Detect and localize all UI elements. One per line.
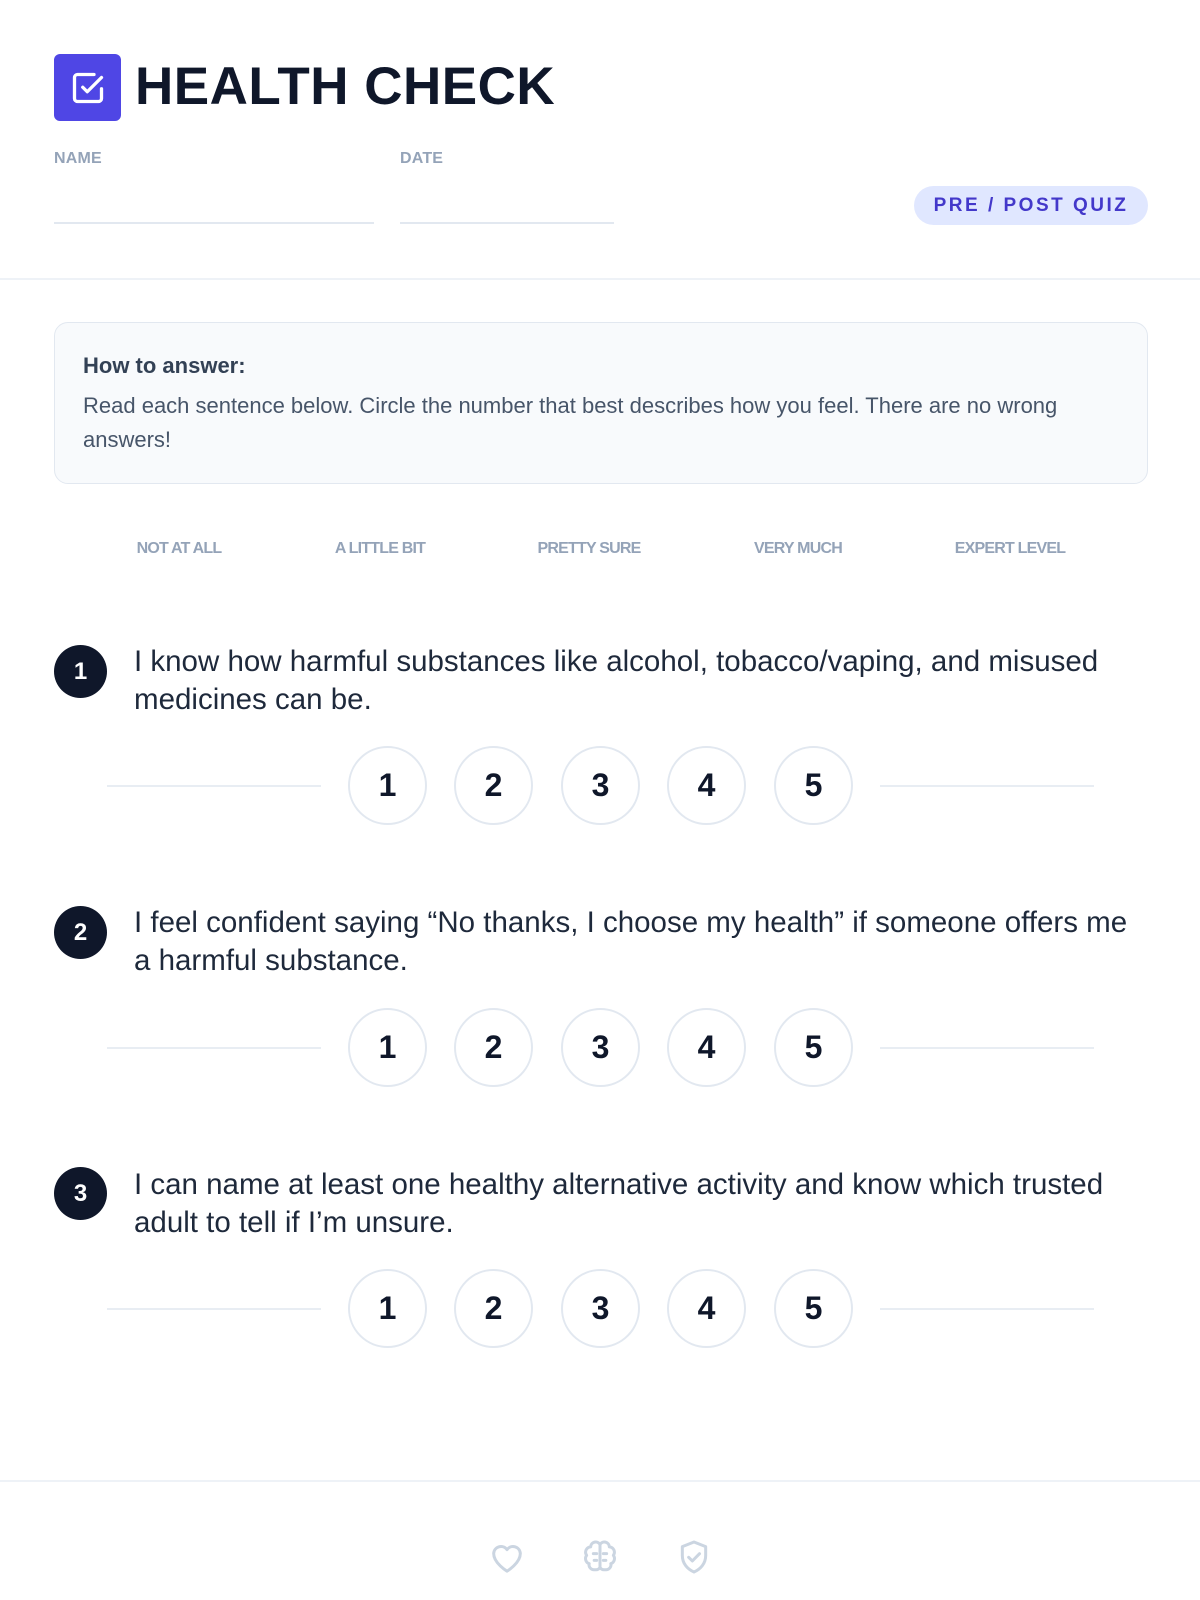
- question-text: I feel confident saying “No thanks, I choose my health” if someone offers me a harmful substance.: [134, 906, 1128, 977]
- checkbox-icon: [70, 70, 106, 106]
- scale-label: PRETTY SURE: [537, 540, 641, 557]
- rating-option[interactable]: 1: [348, 1269, 427, 1348]
- divider: [880, 785, 1094, 787]
- divider: [107, 1308, 321, 1310]
- rating-option[interactable]: 3: [561, 746, 640, 825]
- instructions-box: [54, 322, 1148, 484]
- question-number-badge: 2: [54, 906, 107, 959]
- question-number-badge: 3: [54, 1167, 107, 1220]
- rating-option[interactable]: 5: [774, 1008, 853, 1087]
- rating-option[interactable]: 1: [348, 746, 427, 825]
- scale-label: EXPERT LEVEL: [954, 540, 1066, 557]
- logo-box: [54, 54, 121, 121]
- rating-option[interactable]: 1: [348, 1008, 427, 1087]
- rating-option[interactable]: 5: [774, 746, 853, 825]
- rating-option[interactable]: 2: [454, 1269, 533, 1348]
- rating-option[interactable]: 4: [667, 746, 746, 825]
- date-label: DATE: [400, 150, 444, 167]
- divider: [880, 1047, 1094, 1049]
- rating-option[interactable]: 3: [561, 1008, 640, 1087]
- date-field[interactable]: [400, 222, 614, 224]
- name-label: NAME: [54, 150, 102, 167]
- scale-label: NOT AT ALL: [136, 540, 222, 557]
- rating-option[interactable]: 4: [667, 1269, 746, 1348]
- header: [0, 0, 1200, 280]
- rating-option[interactable]: 2: [454, 1008, 533, 1087]
- question-text: I know how harmful substances like alcohol, tobacco/vaping, and misused medicines can be.: [134, 645, 1099, 716]
- divider: [107, 1047, 321, 1049]
- question-text: I can name at least one healthy alternative activity and know which trusted adult to tell if I’m unsure.: [134, 1168, 1104, 1239]
- heart-icon: [487, 1537, 527, 1577]
- rating-option[interactable]: 2: [454, 746, 533, 825]
- quiz-type-badge: PRE / POST QUIZ: [914, 186, 1148, 225]
- divider: [107, 785, 321, 787]
- name-field[interactable]: [54, 222, 374, 224]
- shield-check-icon: [674, 1537, 714, 1577]
- rating-option[interactable]: 4: [667, 1008, 746, 1087]
- brain-icon: [580, 1537, 620, 1577]
- scale-label: A LITTLE BIT: [334, 540, 426, 557]
- divider: [880, 1308, 1094, 1310]
- rating-option[interactable]: 5: [774, 1269, 853, 1348]
- rating-option[interactable]: 3: [561, 1269, 640, 1348]
- instructions-text: Read each sentence below. Circle the number that best describes how you feel. There are no wrong answers!: [83, 393, 1058, 452]
- page-title: HEALTH CHECK: [135, 57, 556, 116]
- scale-label: VERY MUCH: [754, 540, 842, 557]
- instructions-heading: How to answer:: [83, 353, 246, 378]
- question-number-badge: 1: [54, 645, 107, 698]
